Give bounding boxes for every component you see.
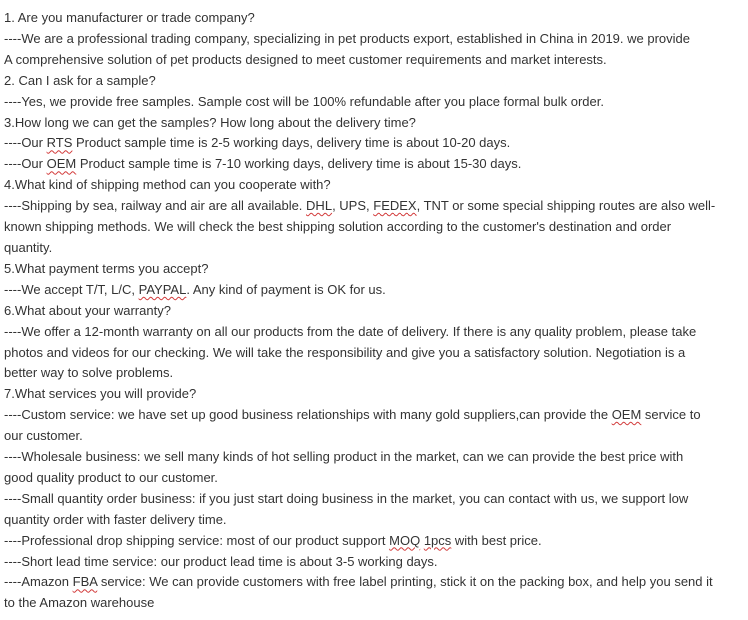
faq-text: good quality product to our customer. (4, 469, 218, 485)
faq-text: our customer. (4, 428, 83, 444)
faq-text: ----Custom service: we have set up good business relationships with many gold suppliers,can provide the (4, 407, 612, 423)
faq-line (4, 259, 748, 280)
faq-text: ----Wholesale business: we sell many kinds of hot selling product in the market, can we can provide the best price with (4, 449, 684, 465)
faq-text: service: We can provide customers with free label printing, stick it on the packing box, and help you send it (97, 574, 713, 590)
faq-text: 6.What about your warranty? (4, 302, 171, 318)
faq-line (4, 489, 748, 510)
faq-line (4, 405, 748, 426)
faq-text: Product sample time is 2-5 working days, delivery time is about 10-20 days. (72, 135, 511, 151)
faq-line (4, 71, 748, 92)
faq-text: ----Our (4, 156, 47, 172)
faq-line (4, 572, 748, 593)
faq-text: ----We offer a 12-month warranty on all our products from the date of delivery. If there is any quality problem, please take (4, 323, 697, 339)
spellcheck-flagged-word: FEDEX (373, 198, 417, 214)
faq-text: ----Shipping by sea, railway and air are all available. (4, 198, 307, 214)
faq-line (4, 8, 748, 29)
faq-text: 3.How long we can get the samples? How long about the delivery time? (4, 114, 416, 130)
faq-text: , TNT or some special shipping routes are also well- (416, 198, 716, 214)
faq-line (4, 217, 748, 238)
faq-line (4, 92, 748, 113)
faq-line (4, 154, 748, 175)
faq-text: ----We accept T/T, L/C, (4, 281, 139, 297)
faq-line (4, 363, 748, 384)
faq-line (4, 447, 748, 468)
spellcheck-flagged-word: OEM (46, 156, 77, 172)
faq-text: photos and videos for our checking. We will take the responsibility and give you a satisfactory solution. Negotiation is a (4, 344, 686, 360)
faq-line (4, 593, 748, 614)
faq-text: ----Professional drop shipping service: most of our product support (4, 532, 390, 548)
faq-text: ----Small quantity order business: if you just start doing business in the market, you can contact with us, we support low (4, 490, 689, 506)
faq-text: better way to solve problems. (4, 365, 174, 381)
spellcheck-flagged-word: RTS (46, 135, 73, 151)
faq-line (4, 468, 748, 489)
faq-line (4, 531, 748, 552)
faq-line (4, 280, 748, 301)
faq-line (4, 113, 748, 134)
faq-line (4, 196, 748, 217)
faq-line (4, 510, 748, 531)
spellcheck-flagged-word: FBA (72, 574, 98, 590)
faq-line (4, 175, 748, 196)
spellcheck-flagged-word: OEM (611, 407, 642, 423)
faq-line (4, 238, 748, 259)
faq-line (4, 133, 748, 154)
spellcheck-flagged-word: 1pcs (423, 532, 452, 548)
faq-text: 1. Are you manufacturer or trade company? (4, 10, 255, 25)
faq-line (4, 50, 748, 71)
faq-text: service to (641, 407, 701, 423)
faq-text: ----Amazon (4, 574, 73, 590)
faq-line (4, 29, 748, 50)
faq-text: ----We are a professional trading company, specializing in pet products export, established in China in 2019. we provide (4, 30, 690, 46)
faq-text: with best price. (451, 532, 542, 548)
spellcheck-flagged-word: PAYPAL (138, 281, 187, 297)
faq-line (4, 301, 748, 322)
faq-line (4, 343, 748, 364)
spellcheck-flagged-word: MOQ (389, 532, 421, 548)
faq-text: Product sample time is 7-10 working days, delivery time is about 15-30 days. (76, 156, 522, 172)
faq-text: 7.What services you will provide? (4, 386, 197, 402)
faq-text: known shipping methods. We will check the best shipping solution according to the customer's destination and order (4, 219, 672, 235)
faq-line (4, 322, 748, 343)
faq-text: . Any kind of payment is OK for us. (186, 281, 386, 297)
faq-text: to the Amazon warehouse (4, 595, 155, 611)
faq-line (4, 426, 748, 447)
faq-text: , UPS, (332, 198, 374, 214)
faq-text: A comprehensive solution of pet products designed to meet customer requirements and market interests. (4, 51, 607, 67)
faq-text: quantity order with faster delivery time. (4, 511, 227, 527)
faq-text: ----Yes, we provide free samples. Sample cost will be 100% refundable after you place formal bulk order. (4, 93, 604, 109)
faq-text: 5.What payment terms you accept? (4, 260, 209, 276)
faq-text: 4.What kind of shipping method can you cooperate with? (4, 177, 331, 193)
faq-text: 2. Can I ask for a sample? (4, 72, 156, 88)
spellcheck-flagged-word: DHL (306, 198, 333, 214)
faq-text: ----Short lead time service: our product lead time is about 3-5 working days. (4, 553, 438, 569)
faq-text: ----Our (4, 135, 47, 151)
faq-text: quantity. (4, 239, 53, 255)
faq-line (4, 384, 748, 405)
faq-line (4, 552, 748, 573)
